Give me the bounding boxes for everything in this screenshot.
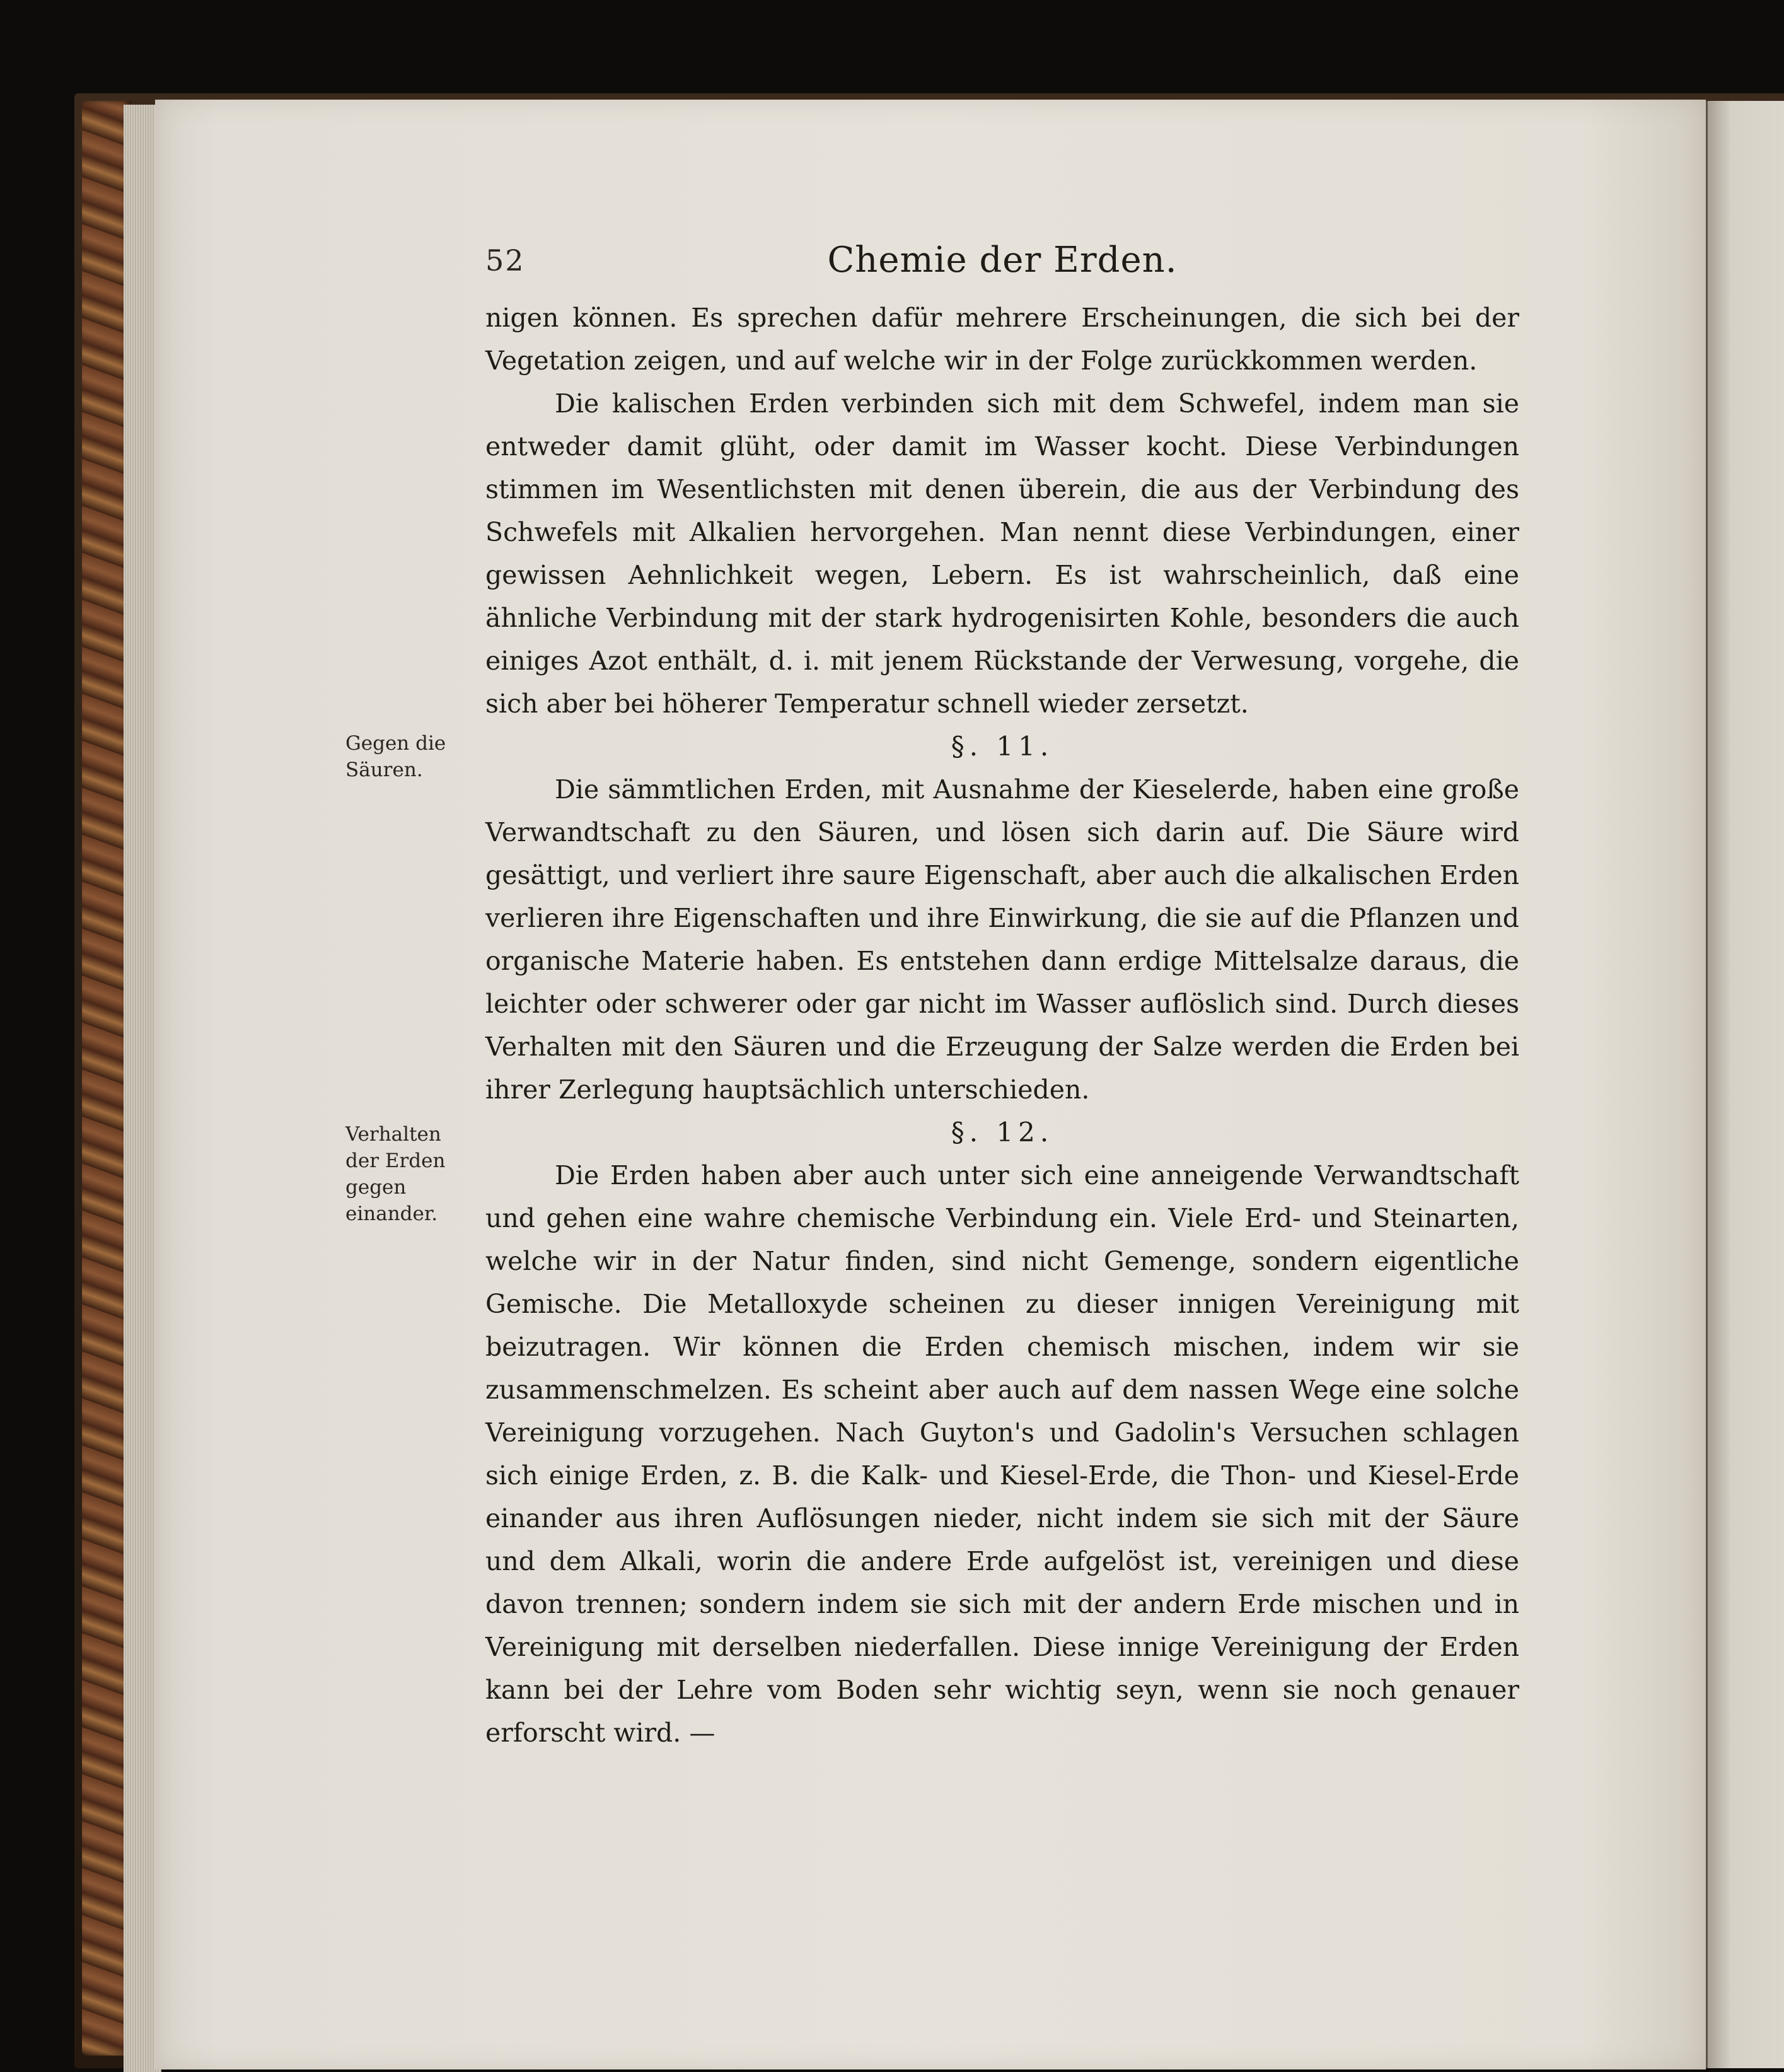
paragraph-sulphur: Die kalischen Erden verbinden sich mit dem Schwefel, indem man sie entweder damit glüht, oder damit im Wasser kocht. Diese Verbindungen stimmen im Wesentlichsten mit denen überein, die aus der Verbindung des Schwefels mit Alkalien hervorgehen. Man nennt diese Verbindungen, einer gewissen Aehnlichkeit wegen, Lebern. Es ist wahrscheinlich, daß eine ähnliche Verbindung mit der stark hydrogenisirten Kohle, besonders die auch einiges Azot enthält, d. i. mit jenem Rückstande der Verwesung, vorgehe, die sich aber bei höherer Temperatur schnell wieder zersetzt. xyxy=(485,388,1519,719)
section-heading-12: §. 12. xyxy=(951,1117,1054,1148)
sidenote-acids: Gegen die Säuren. xyxy=(345,732,446,781)
section-heading-11: §. 11. xyxy=(951,731,1054,762)
running-head xyxy=(485,240,1519,290)
sidenote-earths-relation: Verhalten der Erden gegen einander. xyxy=(345,1123,446,1225)
page-title: Chemie der Erden. xyxy=(827,240,1178,281)
paragraph-continuation: nigen können. Es sprechen dafür mehrere Erscheinungen, die sich bei der Vegetation zeigen, und auf welche wir in der Folge zurückkommen werden. xyxy=(485,303,1519,376)
body-text xyxy=(485,296,1519,1754)
page-number: 52 xyxy=(485,243,525,277)
paragraph-earth-affinity: Die Erden haben aber auch unter sich eine anneigende Verwandtschaft und gehen eine wahre chemische Verbindung ein. Viele Erd- und Steinarten, welche wir in der Natur finden, sind nicht Gemenge, sondern eigentliche Gemische. Die Metalloxyde scheinen zu dieser innigen Vereinigung mit beizutragen. Wir können die Erden chemisch mischen, indem wir sie zusammenschmelzen. Es scheint aber auch auf dem nassen Wege eine solche Vereinigung vorzugehen. Nach Guyton's und Gadolin's Versuchen schlagen sich einige Erden, z. B. die Kalk- und Kiesel-Erde, die Thon- und Kiesel-Erde einander aus ihren Auflösungen nieder, nicht indem sie sich mit der Säure und dem Alkali, worin die andere Erde aufgelöst ist, vereinigen und diese davon trennen; sondern indem sie sich mit der andern Erde mischen und in Vereinigung mit derselben niederfallen. Diese innige Vereinigung der Erden kann bei der Lehre vom Boden sehr wichtig seyn, wenn sie noch genauer erforscht wird. — xyxy=(485,1160,1519,1748)
facing-page-edge xyxy=(1706,101,1784,2068)
paragraph-acids: Die sämmtlichen Erden, mit Ausnahme der Kieselerde, haben eine große Verwandtschaft zu den Säuren, und lösen sich darin auf. Die Säure wird gesättigt, und verliert ihre saure Eigenschaft, aber auch die alkalischen Erden verlieren ihre Eigenschaften und ihre Einwirkung, die sie auf die Pflanzen und organische Materie haben. Es entstehen dann erdige Mittelsalze daraus, die leichter oder schwerer oder gar nicht im Wasser auflöslich sind. Durch dieses Verhalten mit den Säuren und die Erzeugung der Salze werden die Erden bei ihrer Zerlegung hauptsächlich unterschieden. xyxy=(485,774,1519,1105)
